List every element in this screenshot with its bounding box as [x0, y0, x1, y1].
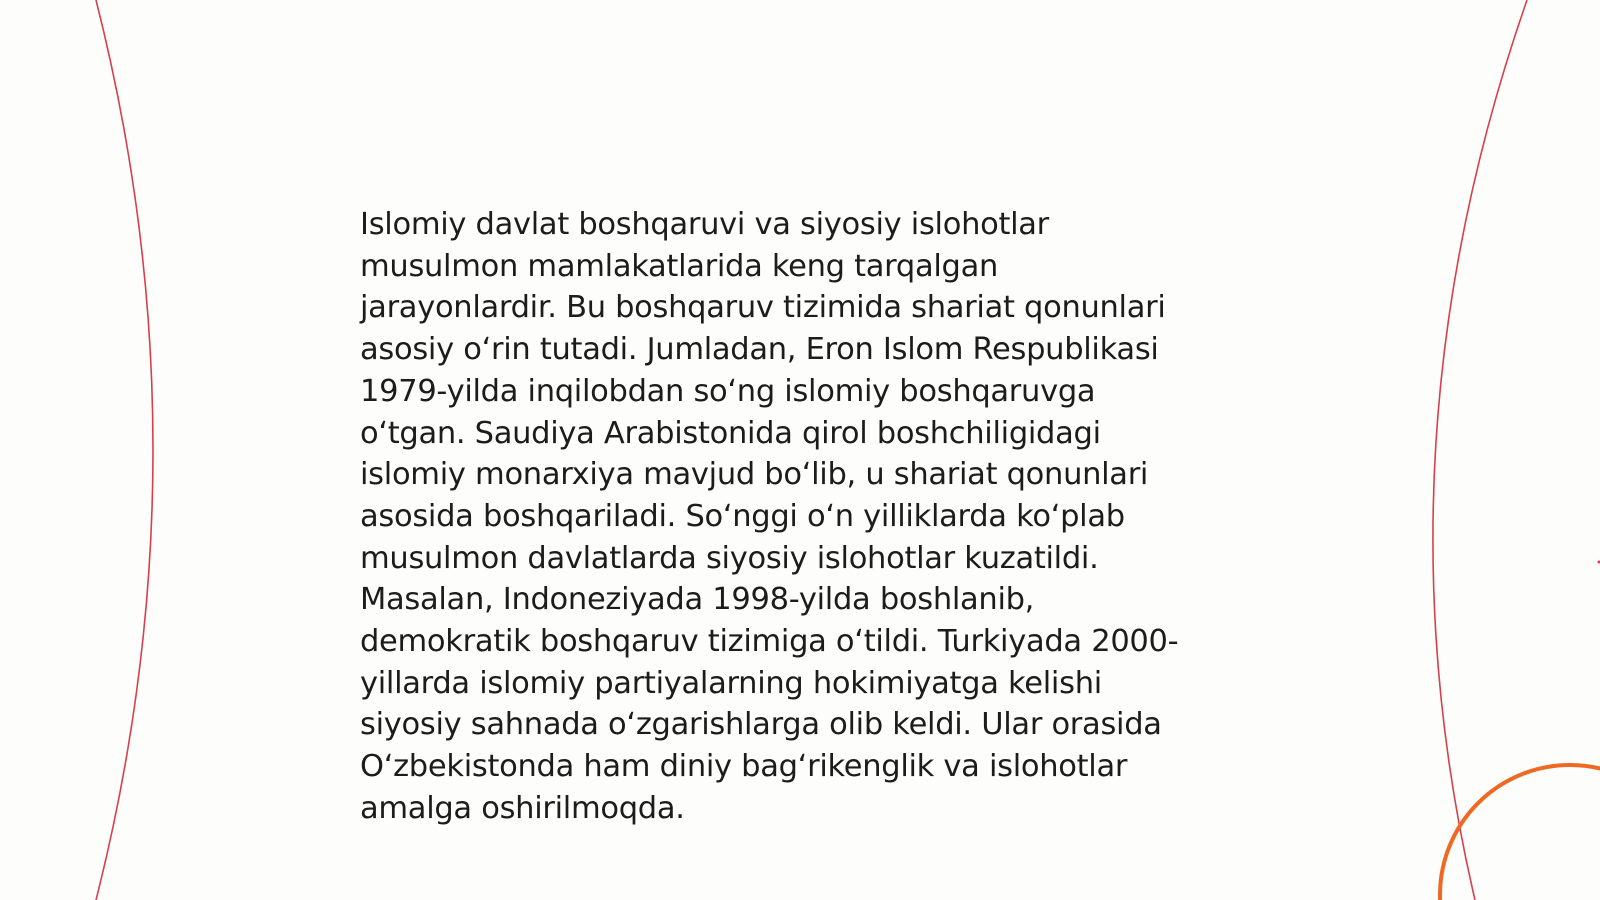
- text-line: amalga oshirilmoqda.: [360, 790, 685, 826]
- text-line: o‘tgan. Saudiya Arabistonida qirol boshchiligidagi: [360, 415, 1101, 451]
- text-line: O‘zbekistonda ham diniy bag‘rikenglik va islohotlar: [360, 749, 1128, 785]
- corner-circle-arc: [1440, 765, 1600, 900]
- text-line: Masalan, Indoneziyada 1998-yilda boshlanib,: [360, 582, 1035, 618]
- text-line: jarayonlardir. Bu boshqaruv tizimida shariat qonunlari: [360, 290, 1166, 326]
- left-arc-line: [96, 0, 153, 900]
- text-line: asosiy o‘rin tutadi. Jumladan, Eron Islom Respublikasi: [360, 332, 1159, 368]
- text-line: Islomiy davlat boshqaruvi va siyosiy islohotlar: [360, 207, 1049, 242]
- text-line: islomiy monarxiya mavjud bo‘lib, u shariat qonunlari: [360, 457, 1149, 493]
- text-line: yillarda islomiy partiyalarning hokimiyatga kelishi: [360, 665, 1102, 701]
- text-line: musulmon mamlakatlarida keng tarqalgan: [360, 248, 998, 284]
- text-line: siyosiy sahnada o‘zgarishlarga olib keldi. Ular orasida: [360, 707, 1162, 743]
- text-line: asosida boshqariladi. So‘nggi o‘n yilliklarda ko‘plab: [360, 498, 1125, 534]
- text-line: demokratik boshqaruv tizimiga o‘tildi. Turkiyada 2000-: [360, 624, 1179, 660]
- slide-body-text: [360, 204, 1260, 830]
- right-arc-line: [1433, 0, 1527, 900]
- text-line: musulmon davlatlarda siyosiy islohotlar kuzatildi.: [360, 540, 1099, 576]
- text-line: 1979-yilda inqilobdan so‘ng islomiy boshqaruvga: [360, 373, 1096, 409]
